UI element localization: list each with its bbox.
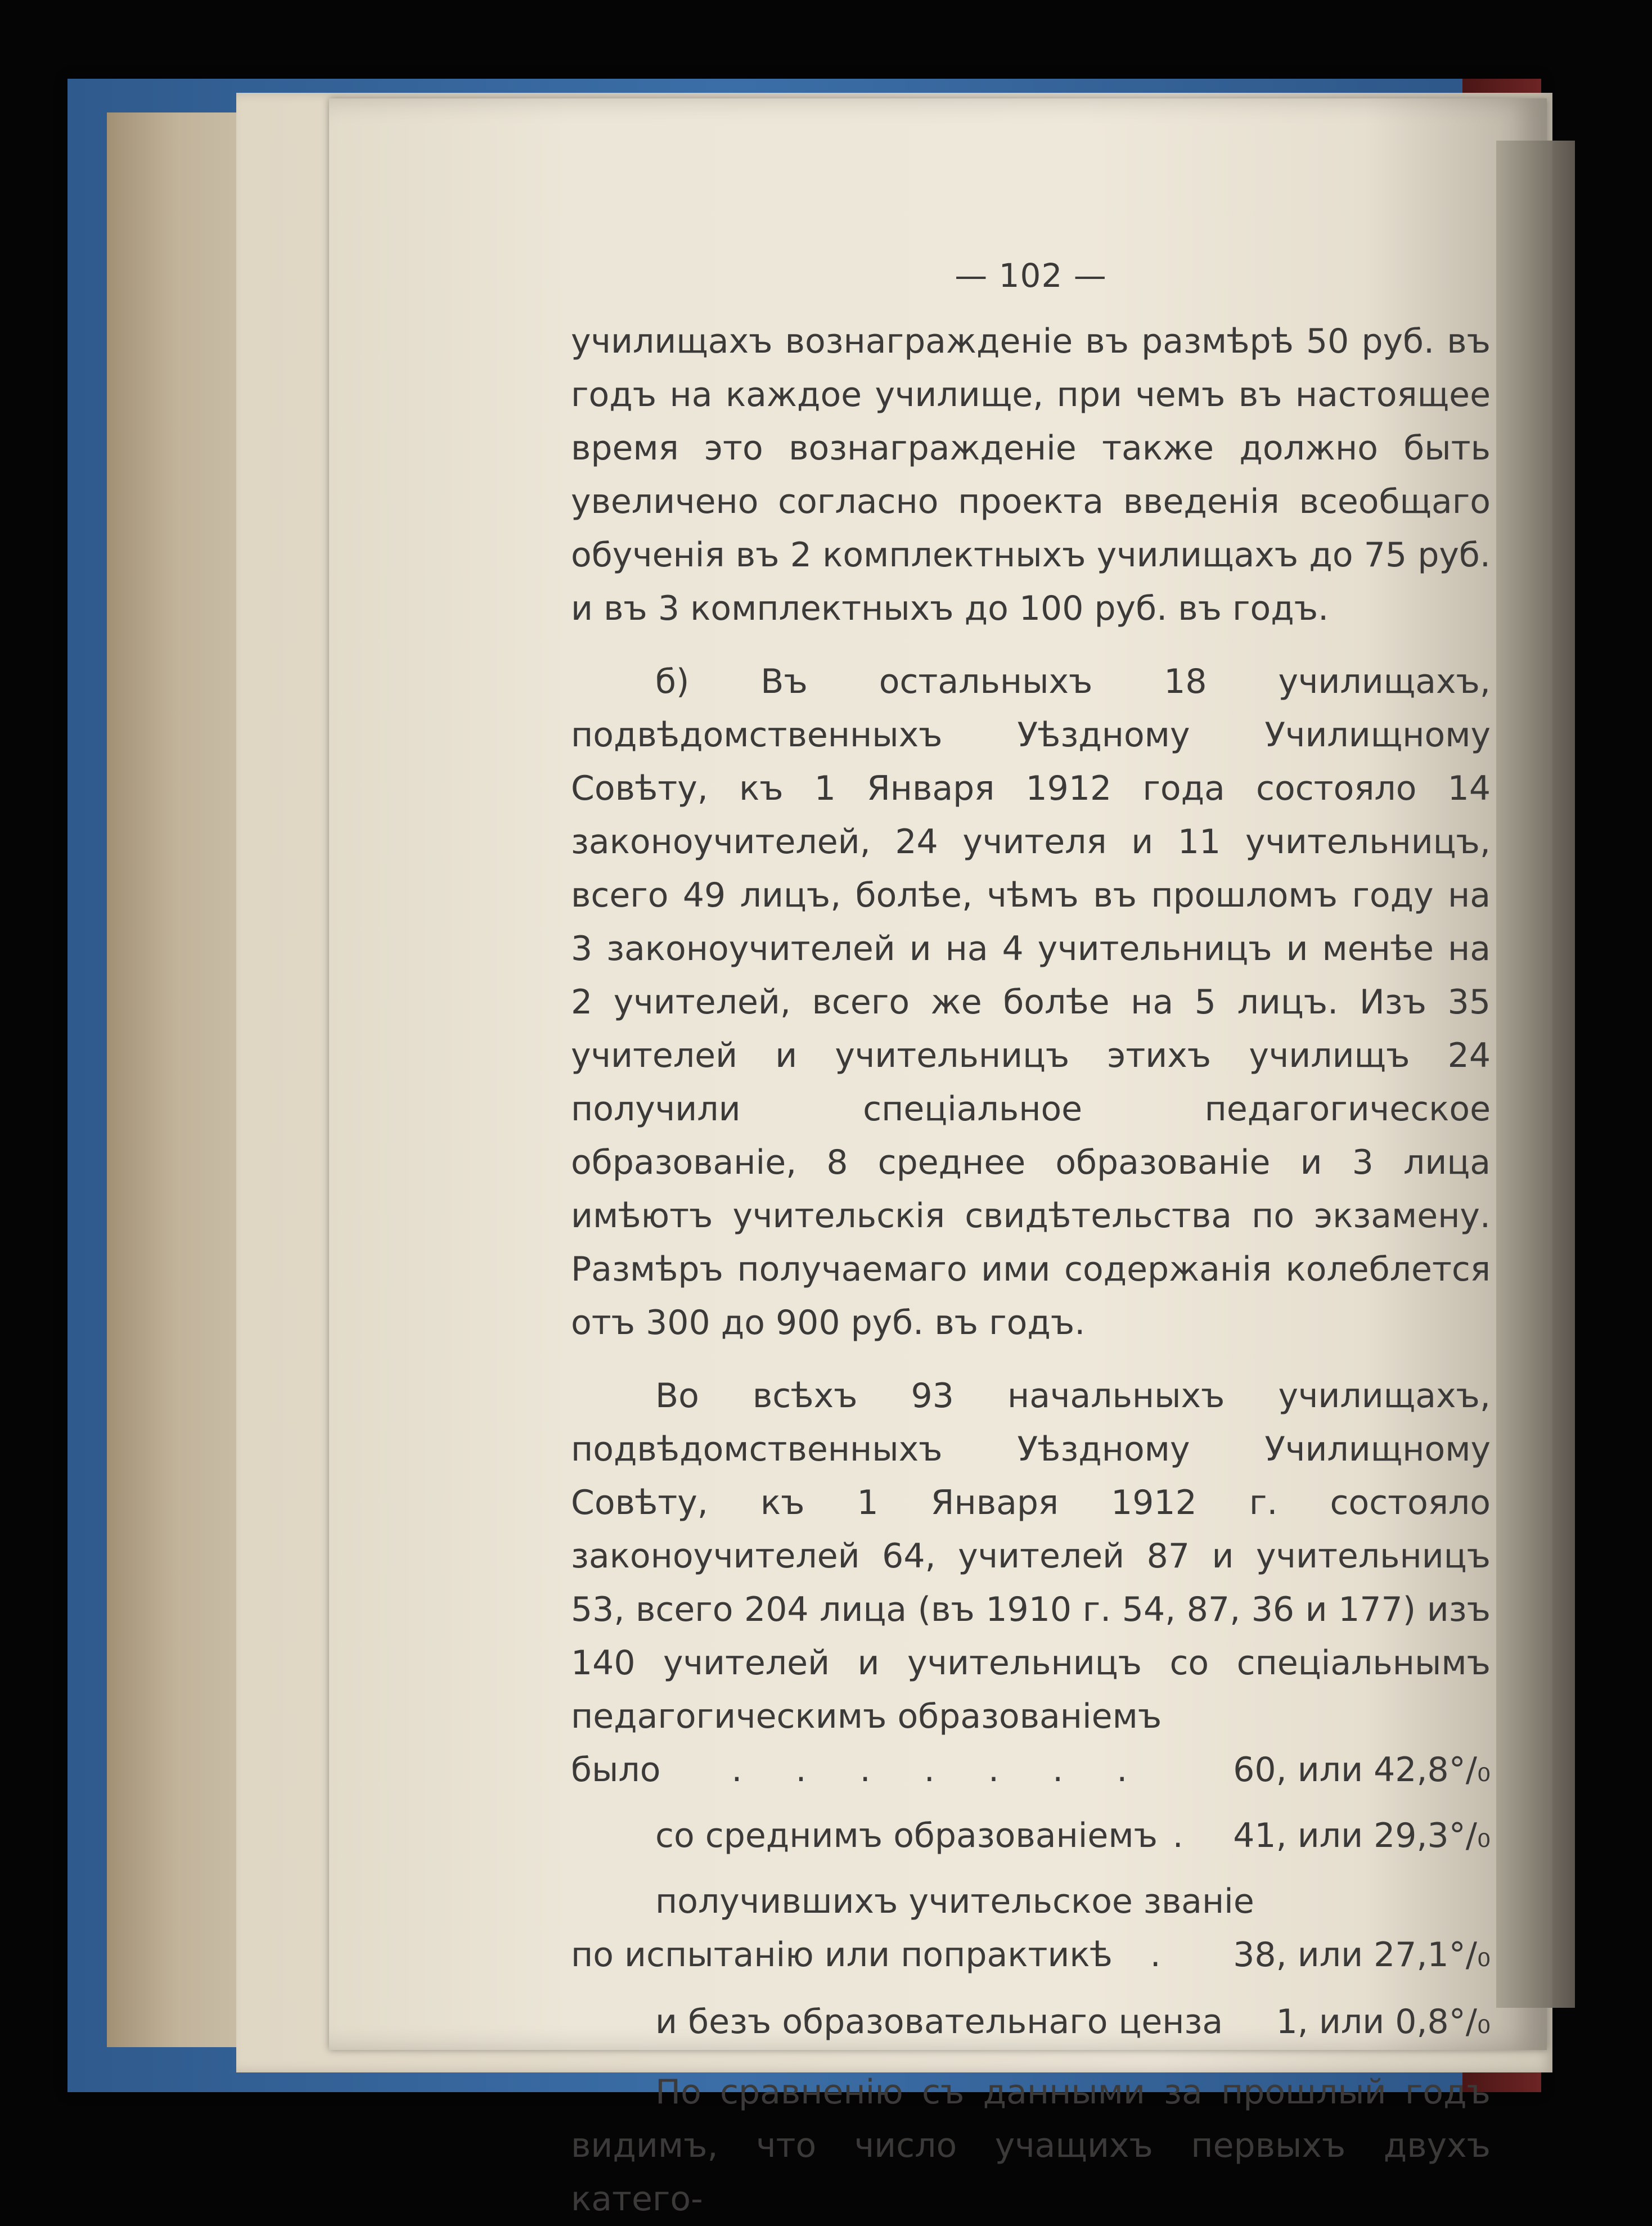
education-stats <box>571 1743 1491 2049</box>
stat-row-special <box>571 1743 1491 1797</box>
stat-label-special: было <box>571 1750 661 1790</box>
page-number: — 102 — <box>955 256 1107 295</box>
stat-label-secondary: со среднимъ образованіемъ <box>655 1816 1158 1855</box>
stat-leader-special: . . . . . . . <box>731 1750 1149 1790</box>
page-content <box>571 253 1491 2226</box>
paragraph-3: Во всѣхъ 93 начальныхъ училищахъ, подвѣдомственныхъ Уѣздному Училищному Совѣту, къ 1 Января 1912 г. состояло законоучителей 64, учителей 87 и учительницъ 53, всего 204 лица (въ 1910 г. 54, 87, 36 и 177) изъ 140 учителей и учительницъ со спеціальнымъ педагогическимъ образованіемъ <box>571 1376 1491 1736</box>
stat-label-teaching-exam: по испытанію или попрактикѣ <box>571 1935 1113 1975</box>
stat-value-special: 60, или 42,8°/₀ <box>1233 1750 1491 1790</box>
paragraph-final: По сравненію съ данными за прошлый годъ видимъ, что число учащихъ первыхъ двухъ катего- <box>571 2072 1491 2219</box>
stat-leader-teaching-exam: . <box>1150 1935 1182 1975</box>
stat-row-teaching-exam <box>571 1928 1491 1982</box>
paragraph-1: училищахъ вознагражденіе въ размѣрѣ 50 руб. въ годъ на каждое училище, при чемъ въ настоящее время это вознагражденіе также должно быть увеличено согласно проекта введенія всеобщаго обученія въ 2 комплектныхъ училищахъ до 75 руб. и въ 3 комплектныхъ до 100 руб. въ годъ. <box>571 322 1491 628</box>
stat-value-no-qualification: 1, или 0,8°/₀ <box>1276 2002 1491 2042</box>
stat-value-teaching-exam: 38, или 27,1°/₀ <box>1233 1935 1491 1975</box>
stat-label-no-qualification: и безъ образовательнаго ценза <box>655 2002 1223 2042</box>
stat-value-secondary: 41, или 29,3°/₀ <box>1233 1816 1491 1855</box>
stat-row-secondary <box>571 1809 1491 1863</box>
paragraph-2: б) Въ остальныхъ 18 училищахъ, подвѣдомственныхъ Уѣздному Училищному Совѣту, къ 1 Января 1912 года состояло 14 законоучителей, 24 учителя и 11 учительницъ, всего 49 лицъ, болѣе, чѣмъ въ прошломъ году на 3 законоучителей и на 4 учительницъ и менѣе на 2 учителей, всего же болѣе на 5 лицъ. Изъ 35 учителей и учительницъ этихъ училищъ 24 получили спеціальное педагогическое образованіе, 8 среднее образованіе и 3 лица имѣютъ учительскія свидѣтельства по экзамену. Размѣръ получаемаго ими содержанія колеблется отъ 300 до 900 руб. въ годъ. <box>571 662 1491 1342</box>
stat-row-no-qualification <box>571 1995 1491 2049</box>
stat-label-teaching-title: получившихъ учительское званіе <box>655 1882 1254 1921</box>
stat-leader-secondary: . <box>1172 1816 1205 1855</box>
page-fold-shadow <box>1496 141 1575 2008</box>
